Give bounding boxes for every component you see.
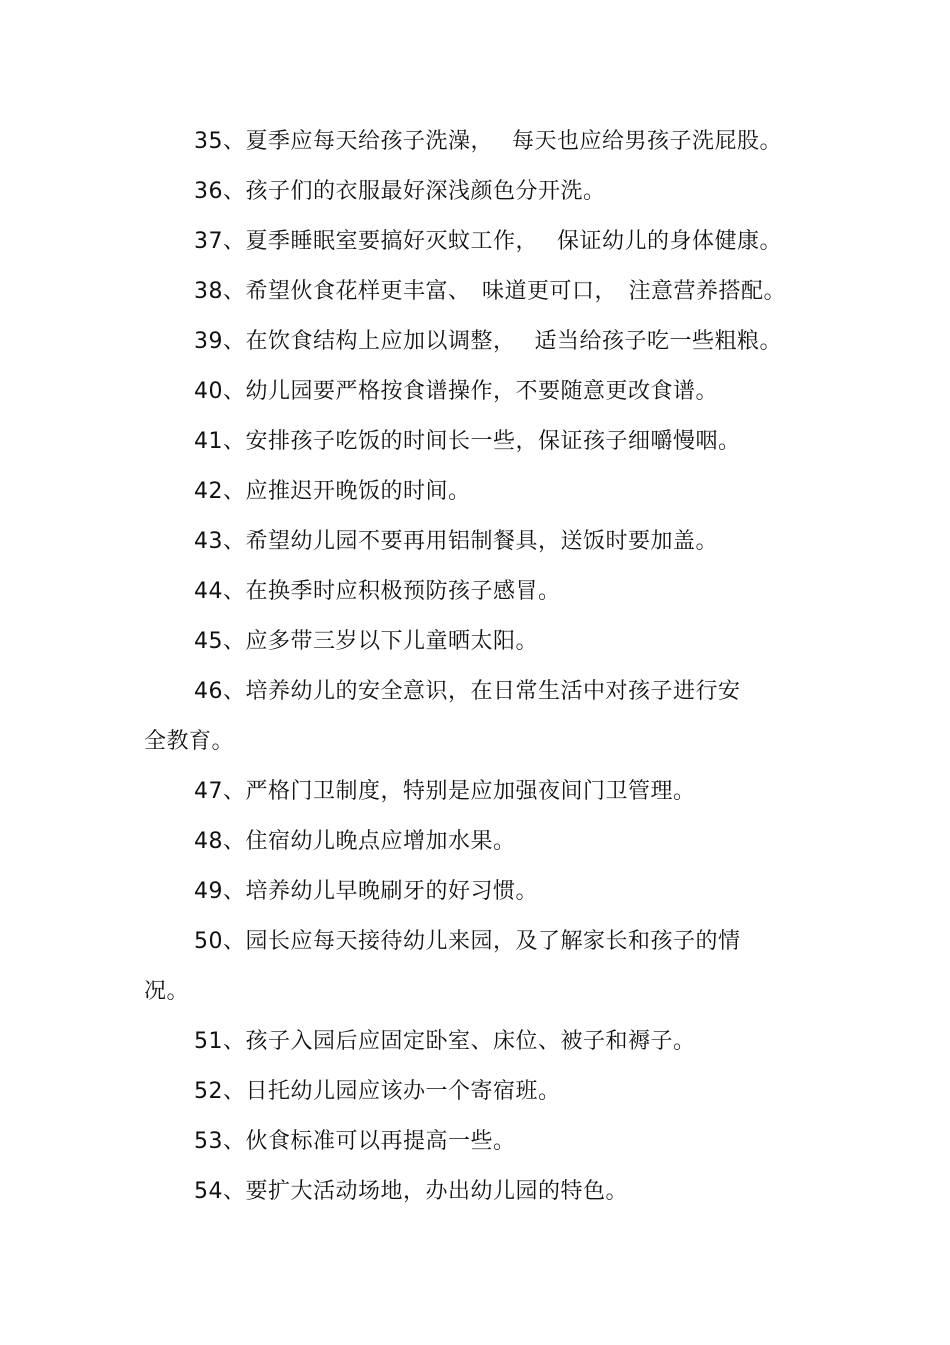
list-item: 46、培养幼儿的安全意识，在日常生活中对孩子进行安 (194, 679, 741, 704)
list-item: 38、希望伙食花样更丰富、 味道更可口， 注意营养搭配。 (194, 279, 786, 304)
list-item: 41、安排孩子吃饭的时间长一些，保证孩子细嚼慢咽。 (194, 429, 741, 454)
list-item: 43、希望幼儿园不要再用铝制餐具，送饭时要加盖。 (194, 529, 718, 554)
list-item: 35、夏季应每天给孩子洗澡， 每天也应给男孩子洗屁股。 (194, 129, 782, 154)
list-item: 49、培养幼儿早晚刷牙的好习惯。 (194, 879, 538, 904)
list-item: 48、住宿幼儿晚点应增加水果。 (194, 829, 516, 854)
list-item: 36、孩子们的衣服最好深浅颜色分开洗。 (194, 179, 606, 204)
list-item: 50、园长应每天接待幼儿来园，及了解家长和孩子的情 (194, 929, 741, 954)
list-item: 39、在饮食结构上应加以调整， 适当给孩子吃一些粗粮。 (194, 329, 782, 354)
list-item: 37、夏季睡眠室要搞好灭蚊工作， 保证幼儿的身体健康。 (194, 229, 782, 254)
list-item: 40、幼儿园要严格按食谱操作，不要随意更改食谱。 (194, 379, 718, 404)
list-item: 52、日托幼儿园应该办一个寄宿班。 (194, 1079, 561, 1104)
list-item-continuation: 全教育。 (144, 729, 235, 754)
list-item: 47、严格门卫制度，特别是应加强夜间门卫管理。 (194, 779, 696, 804)
list-item-continuation: 况。 (144, 979, 190, 1004)
list-item: 44、在换季时应积极预防孩子感冒。 (194, 579, 561, 604)
list-item: 54、要扩大活动场地，办出幼儿园的特色。 (194, 1179, 628, 1204)
list-item: 53、伙食标准可以再提高一些。 (194, 1129, 516, 1154)
list-item: 51、孩子入园后应固定卧室、床位、被子和褥子。 (194, 1029, 696, 1054)
list-item: 45、应多带三岁以下儿童晒太阳。 (194, 629, 538, 654)
list-item: 42、应推迟开晚饭的时间。 (194, 479, 471, 504)
